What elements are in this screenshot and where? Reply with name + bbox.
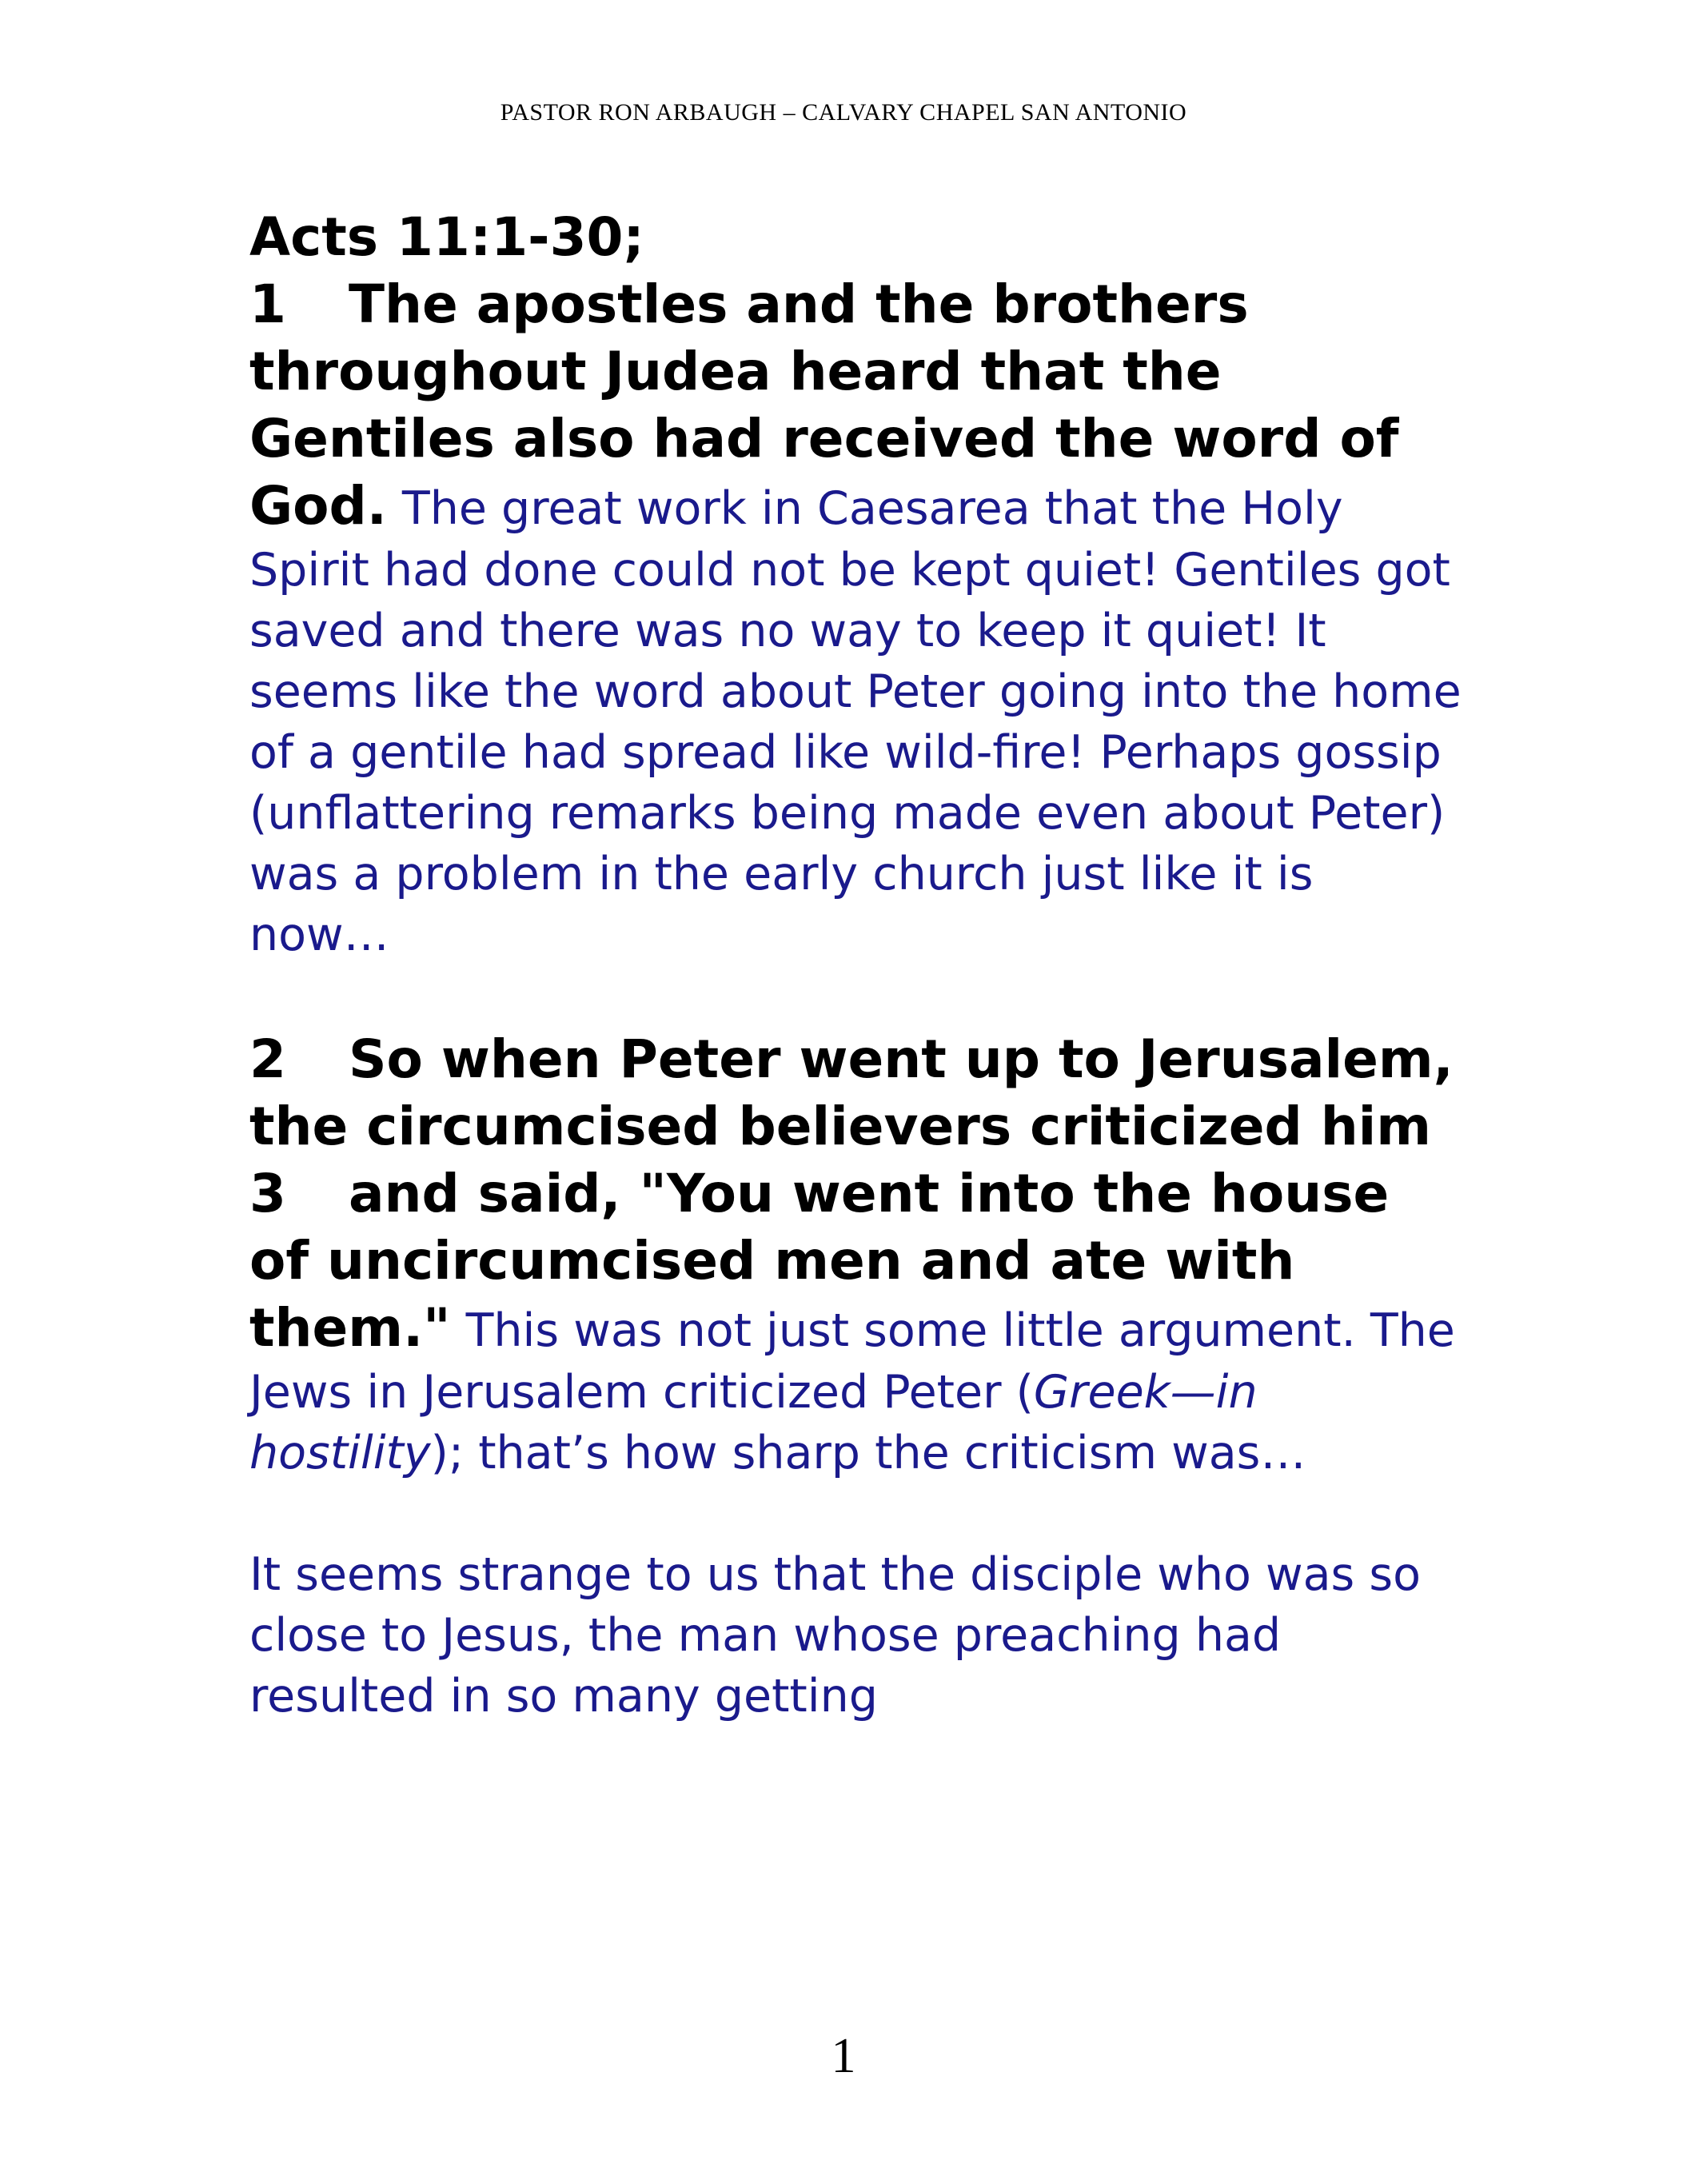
verse-2 — [249, 1028, 1454, 1157]
verse-block-2 — [249, 1026, 1465, 1160]
verse-number: 3 — [249, 1163, 286, 1224]
verse-number: 1 — [249, 273, 286, 335]
commentary-text: ); that’s how sharp the criticism was… — [430, 1427, 1306, 1479]
commentary-paragraph: It seems strange to us that the disciple who was so close to Jesus, the man whose preaching had resulted in so many getting — [249, 1548, 1421, 1723]
verse-number: 2 — [249, 1028, 286, 1090]
passage-heading: Acts 11:1-30; — [249, 206, 644, 268]
commentary: The great work in Caesarea that the Holy Spirit had done could not be kept quiet! Gentiles got saved and there was no way to keep it quiet! It seems like the word about Peter going into the home of a gentile had spread like wild-fire! Perhaps gossip (unflattering remarks being made even about Peter) was a problem in the early church just like it is now… — [249, 482, 1462, 961]
verse-block-3 — [249, 1160, 1465, 1483]
verse-text: The apostles and the brothers throughout Judea heard that the Gentiles also had received the word of God. — [249, 273, 1399, 537]
verse-text: So when Peter went up to Jerusalem, the circumcised believers criticized him — [249, 1028, 1454, 1157]
paragraph-spacer — [249, 965, 1465, 1026]
document-body — [249, 204, 1465, 1727]
page-number: 1 — [831, 2029, 856, 2083]
commentary-text: This was not just some little argument. The Jews in Jerusalem criticized Peter ( — [249, 1304, 1455, 1419]
verse-text: and said, "You went into the house of uncircumcised men and ate with them." — [249, 1163, 1390, 1359]
verse-block-1 — [249, 271, 1465, 965]
commentary-italic: Greek—in hostility — [249, 1366, 1258, 1479]
running-header: PASTOR RON ARBAUGH – CALVARY CHAPEL SAN ANTONIO — [500, 99, 1187, 126]
paragraph-spacer — [249, 1483, 1465, 1544]
